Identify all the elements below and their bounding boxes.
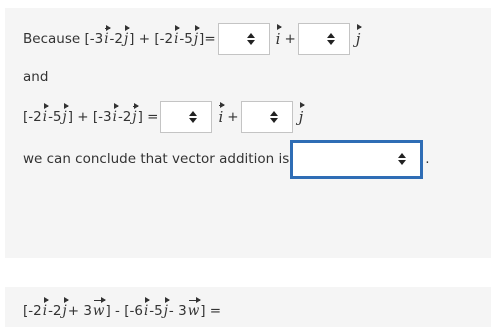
eq2-suffix: ] = (137, 109, 159, 125)
unit-vector-i: i (112, 109, 117, 125)
unit-vector-j: j (62, 109, 67, 125)
eq3-suffix: ] = (200, 303, 222, 319)
equation-row-2 (23, 100, 307, 134)
unit-vector-j: j (355, 30, 361, 48)
eq3-prefix: [-2 (23, 303, 42, 319)
eq2-mid1: -5 (48, 109, 62, 125)
eq1-mid3: -5 (179, 31, 193, 47)
equation-row-3 (23, 301, 221, 321)
unit-vector-i: i (104, 31, 109, 47)
eq3-mid2: + 3 (67, 303, 92, 319)
select-arrows-icon (398, 153, 406, 165)
unit-vector-j: j (62, 303, 67, 319)
eq2-prefix: [-2 (23, 109, 42, 125)
eq1-mid2: ] + [-2 (129, 31, 174, 47)
eq3-mid5: - 3 (168, 303, 187, 319)
conclusion-period: . (425, 151, 430, 167)
question-panel-2 (5, 287, 491, 327)
plus-sign: + (227, 109, 239, 125)
unit-vector-i: i (218, 108, 224, 126)
vector-addition-property-select[interactable] (290, 140, 423, 179)
eq1-j-coefficient-select[interactable] (298, 23, 350, 55)
eq3-mid1: -2 (48, 303, 62, 319)
unit-vector-j: j (123, 31, 129, 47)
unit-vector-j: j (298, 108, 304, 126)
unit-vector-i: i (42, 303, 48, 319)
eq2-j-coefficient-select[interactable] (241, 101, 293, 133)
unit-vector-i: i (174, 31, 179, 47)
unit-vector-j: j (132, 109, 137, 125)
and-row (23, 68, 48, 86)
unit-vector-i: i (275, 30, 281, 48)
plus-sign: + (284, 31, 296, 47)
eq1-prefix: Because [-3 (23, 31, 104, 47)
eq1-mid1: -2 (109, 31, 123, 47)
eq1-i-coefficient-select[interactable] (218, 23, 270, 55)
unit-vector-w: w (92, 303, 105, 319)
select-arrows-icon (270, 111, 278, 123)
unit-vector-j: j (163, 303, 168, 319)
unit-vector-i: i (42, 109, 48, 125)
equation-row-1 (23, 22, 364, 56)
and-label: and (23, 69, 49, 85)
eq2-i-coefficient-select[interactable] (160, 101, 212, 133)
question-panel-1 (5, 8, 491, 258)
conclusion-row (23, 142, 430, 176)
conclusion-text: we can conclude that vector addition is (23, 151, 290, 167)
unit-vector-j: j (193, 31, 199, 47)
eq2-mid3: -2 (117, 109, 132, 125)
select-arrows-icon (327, 33, 335, 45)
eq1-suffix: ]= (199, 31, 216, 47)
select-arrows-icon (189, 111, 197, 123)
eq3-mid4: -5 (149, 303, 163, 319)
unit-vector-w: w (187, 303, 200, 319)
select-arrows-icon (247, 33, 255, 45)
eq2-mid2: ] + [-3 (67, 109, 112, 125)
eq3-mid3: ] - [-6 (105, 303, 143, 319)
unit-vector-i: i (143, 303, 149, 319)
